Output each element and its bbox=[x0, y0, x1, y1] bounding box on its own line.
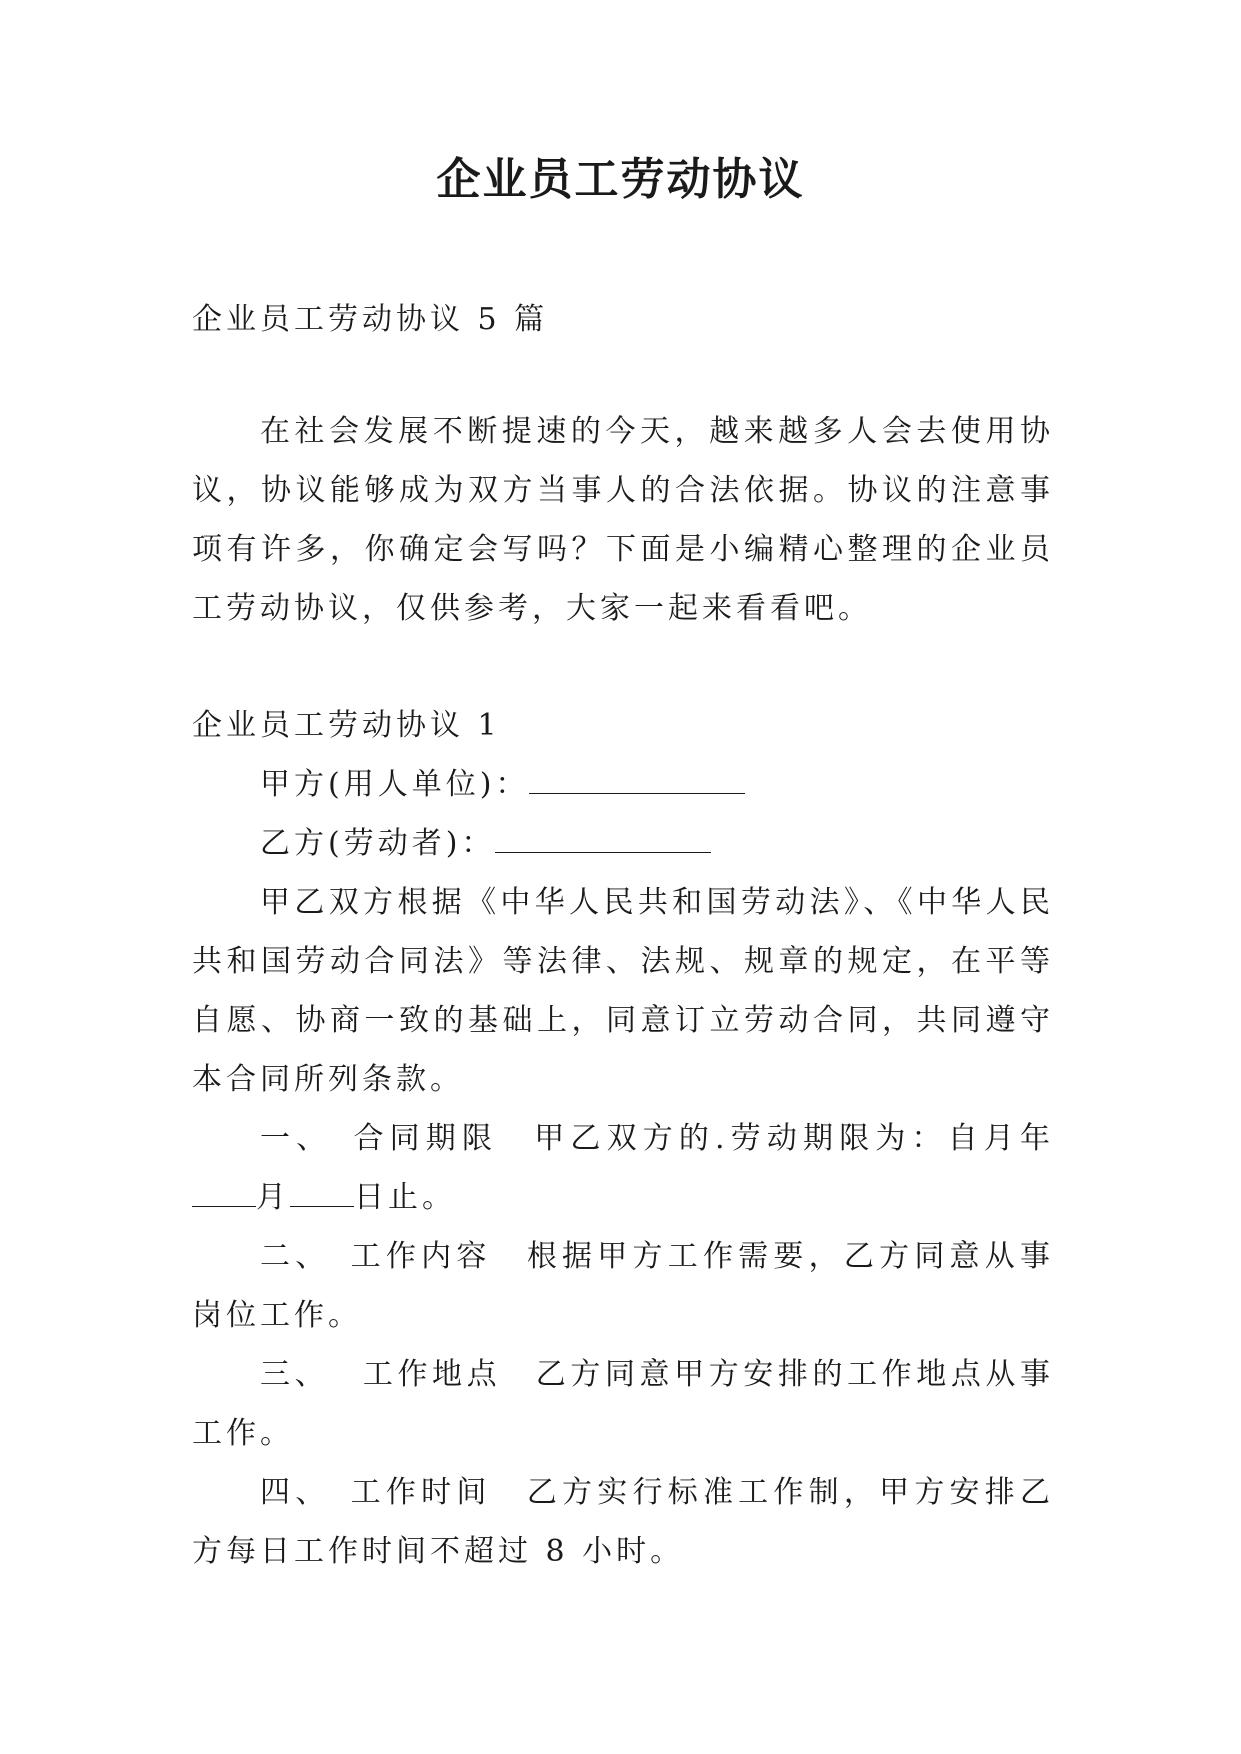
party-a-blank bbox=[529, 763, 745, 794]
clause-work-content: 二、 工作内容 根据甲方工作需要，乙方同意从事岗位工作。 bbox=[192, 1239, 1054, 1333]
document-subtitle bbox=[192, 290, 1054, 349]
agreement-section bbox=[192, 696, 1054, 1581]
subtitle-text: 企业员工劳动协议 5 篇 bbox=[192, 302, 549, 337]
intro-paragraph: 在社会发展不断提速的今天，越来越多人会去使用协议，协议能够成为双方当事人的合法依据。协议的注意事项有许多，你确定会写吗？下面是小编精心整理的企业员工劳动协议，仅供参考，大家一起来看看吧。 bbox=[192, 414, 1054, 626]
clause-term-text-c: 日止。 bbox=[354, 1180, 456, 1215]
intro-block bbox=[192, 402, 1054, 638]
month-blank bbox=[290, 1176, 354, 1207]
section-heading: 企业员工劳动协议 1 bbox=[192, 708, 501, 743]
party-a-label: 甲方(用人单位)： bbox=[260, 767, 530, 802]
party-a-line bbox=[192, 755, 1054, 814]
clause-term-text-b: 月 bbox=[256, 1180, 290, 1215]
party-b-label: 乙方(劳动者)： bbox=[260, 826, 496, 861]
year-blank bbox=[192, 1176, 256, 1207]
party-b-blank bbox=[495, 822, 711, 853]
document-title: 企业员工劳动协议 bbox=[436, 154, 805, 205]
clause-work-hours: 四、 工作时间 乙方实行标准工作制，甲方安排乙方每日工作时间不超过 8 小时。 bbox=[192, 1475, 1054, 1569]
clause-term bbox=[192, 1109, 1054, 1227]
party-b-line bbox=[192, 814, 1054, 873]
clause-work-location: 三、 工作地点 乙方同意甲方安排的工作地点从事工作。 bbox=[192, 1357, 1054, 1451]
preamble-paragraph: 甲乙双方根据《中华人民共和国劳动法》、《中华人民共和国劳动合同法》等法律、法规、规章的规定，在平等自愿、协商一致的基础上，同意订立劳动合同，共同遵守本合同所列条款。 bbox=[192, 885, 1054, 1097]
clause-term-text-a: 一、 合同期限 甲乙双方的.劳动期限为：自月年 bbox=[260, 1121, 1054, 1156]
